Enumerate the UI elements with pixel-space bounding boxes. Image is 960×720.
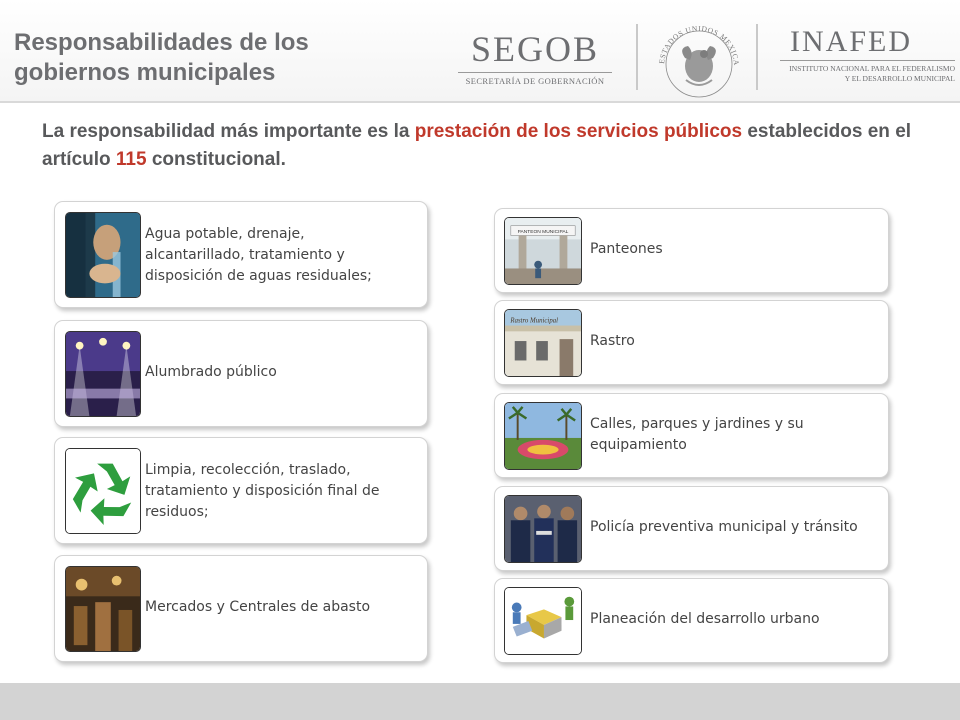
intro-text: establecidos en el artículo	[42, 121, 912, 170]
service-label: Panteones	[590, 241, 663, 257]
article-number: 115	[115, 149, 147, 170]
service-card-parks	[494, 393, 889, 478]
intro-statement	[42, 118, 942, 174]
street-lights-photo-icon	[65, 331, 141, 417]
segob-subtitle: SECRETARÍA DE GOBERNACIÓN	[465, 76, 605, 86]
cemetery-photo-icon	[504, 217, 582, 285]
service-label: Alumbrado público	[145, 364, 277, 380]
logo-separator	[756, 24, 758, 90]
intro-text: constitucional.	[146, 149, 286, 170]
police-photo-icon	[504, 495, 582, 563]
mexico-seal-icon	[650, 18, 748, 100]
intro-text: La responsabilidad más importante es la	[42, 121, 415, 142]
water-photo-icon	[65, 212, 141, 298]
service-card-markets	[54, 555, 428, 662]
service-card-planning	[494, 578, 889, 663]
service-label: Calles, parques y jardines y su equipamiento	[590, 416, 804, 453]
slaughterhouse-sign-text: Rastro Municipal	[510, 317, 559, 325]
service-label: Mercados y Centrales de abasto	[145, 599, 371, 615]
segob-rule	[458, 72, 612, 73]
inafed-subtitle-line1: INSTITUTO NACIONAL PARA EL FEDERALISMO	[789, 64, 955, 73]
service-card-slaughterhouse	[494, 300, 889, 385]
planning-photo-icon	[504, 587, 582, 655]
slaughterhouse-photo-icon	[504, 309, 582, 377]
service-label: Rastro	[590, 333, 635, 349]
slide-title: Responsabilidades de los gobiernos municipales	[14, 29, 309, 86]
seal-ring-text: ESTADOS UNIDOS MEXICA	[657, 23, 742, 67]
service-label: Policía preventiva municipal y tránsito	[590, 519, 858, 535]
inafed-subtitle	[780, 64, 955, 84]
inafed-subtitle-line2: Y EL DESARROLLO MUNICIPAL	[844, 74, 955, 83]
header-divider	[0, 101, 960, 103]
service-label: Planeación del desarrollo urbano	[590, 611, 820, 627]
service-label: Agua potable, drenaje, alcantarillado, tratamiento y disposición de aguas residuales;	[145, 226, 372, 284]
service-label: Limpia, recolección, traslado, tratamiento y disposición final de residuos;	[145, 462, 380, 520]
market-photo-icon	[65, 566, 141, 652]
service-card-water	[54, 201, 428, 308]
service-card-cemeteries	[494, 208, 889, 293]
segob-name: SEGOB	[470, 29, 600, 69]
inafed-logo	[780, 26, 955, 88]
footer-bar	[0, 683, 960, 720]
cemetery-sign-text: PANTEON MUNICIPAL	[517, 230, 569, 236]
inafed-rule	[780, 60, 955, 61]
intro-highlight: prestación de los servicios públicos	[414, 121, 743, 142]
park-photo-icon	[504, 402, 582, 470]
service-card-police	[494, 486, 889, 571]
service-card-waste	[54, 437, 428, 544]
recycle-icon	[65, 448, 141, 534]
segob-logo	[450, 30, 620, 86]
logo-separator	[636, 24, 638, 90]
service-card-lighting	[54, 320, 428, 427]
inafed-name: INAFED	[790, 25, 912, 58]
